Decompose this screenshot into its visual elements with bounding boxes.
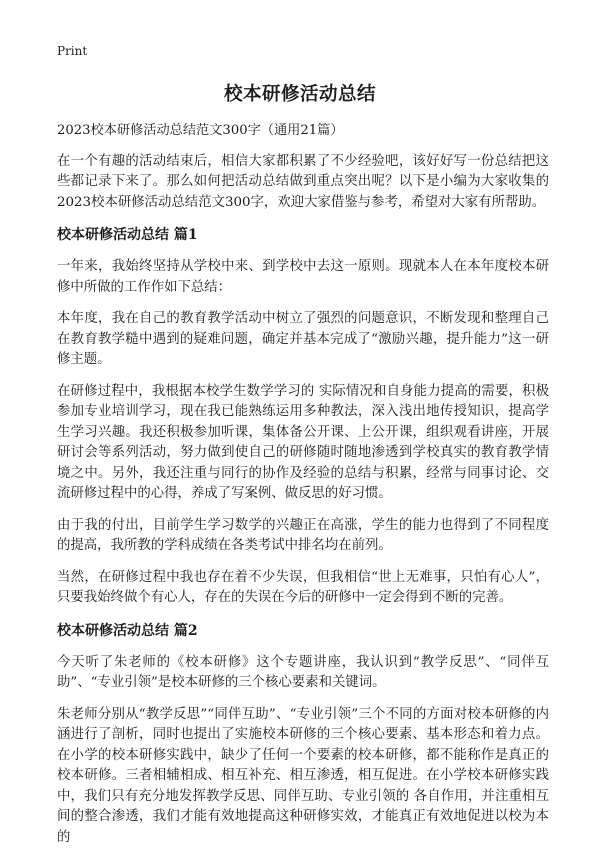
- article-body: [57, 121, 549, 859]
- paragraph: 本年度，我在自己的教育教学活动中树立了强烈的问题意识，不断发现和整理自己在教育教学糙中遇到的疑难问题，确定并基本完成了“激励兴趣，提升能力”这一研修主题。: [57, 311, 549, 367]
- paragraph: 一年来，我始终坚持从学校中来、到学校中去这一原则。现就本人在本年度校本研修中所做的工作作如下总结：: [57, 259, 549, 295]
- paragraph: 今天听了朱老师的《校本研修》这个专题讲座，我认识到“教学反思”、“同伴互助”、“专业引领”是校本研修的三个核心要素和关键词。: [57, 654, 549, 690]
- paragraph: 由于我的付出，目前学生学习数学的兴趣正在高涨，学生的能力也得到了不同程度的提高，我所教的学科成绩在各类考试中排名均在前列。: [57, 517, 549, 553]
- intro-paragraph: 在一个有趣的活动结束后，相信大家都积累了不少经验吧，该好好写一份总结把这些都记录下来了。那么如何把活动总结做到重点突出呢？以下是小编为大家收集的2023校本研修活动总结范文300字，欢迎大家借鉴与参考，希望对大家有所帮助。: [57, 153, 549, 210]
- page-title: 校本研修活动总结: [223, 84, 376, 105]
- section-heading: 校本研修活动总结 篇1: [57, 227, 198, 243]
- section-heading: 校本研修活动总结 篇2: [57, 622, 198, 639]
- paragraph: 朱老师分别从“教学反思”“同伴互助”、“专业引领”三个不同的方面对校本研修的内涵进行了剖析，同时也提出了实施校本研修的三个核心要素、基本形态和着力点。在小学的校本研修实践中，缺少了任何一个要素的校本研修，都不能称作是真正的校本研修。三者相辅相成、相互补充、相互渗透，相互促进。在小学校本研修实践中，我们只有充分地发挥教学反思、同伴互助、专业引领的 各自作用，并注重相互间的整合渗透，我们才能有效地提高这种研修实效，才能真正有效地促进以校为本的: [57, 706, 549, 845]
- paragraph: 在研修过程中，我根据本校学生数学学习的 实际情况和自身能力提高的需要，积极参加专业培训学习，现在我已能熟练运用多种教法，深入浅出地传授知识，提高学生学习兴趣。我还积极参加听课，集体备公开课、上公开课，组织观看讲座，开展研讨会等系列活动，努力做到使自己的研修随时随地渗透到学校真实的教育教学情境之中。另外，我还注重与同行的协作及经验的总结与积累，经常与同事讨论、交流研修过程中的心得，养成了写案例、做反思的好习惯。: [57, 383, 549, 501]
- print-link[interactable]: Print: [57, 44, 88, 58]
- article-subtitle: 2023校本研修活动总结范文300字（通用21篇）: [57, 123, 344, 138]
- paragraph: 当然，在研修过程中我也存在着不少失误，但我相信“世上无难事，只怕有心人”，只要我始终做个有心人，存在的失误在今后的研修中一定会得到不断的完善。: [57, 569, 549, 605]
